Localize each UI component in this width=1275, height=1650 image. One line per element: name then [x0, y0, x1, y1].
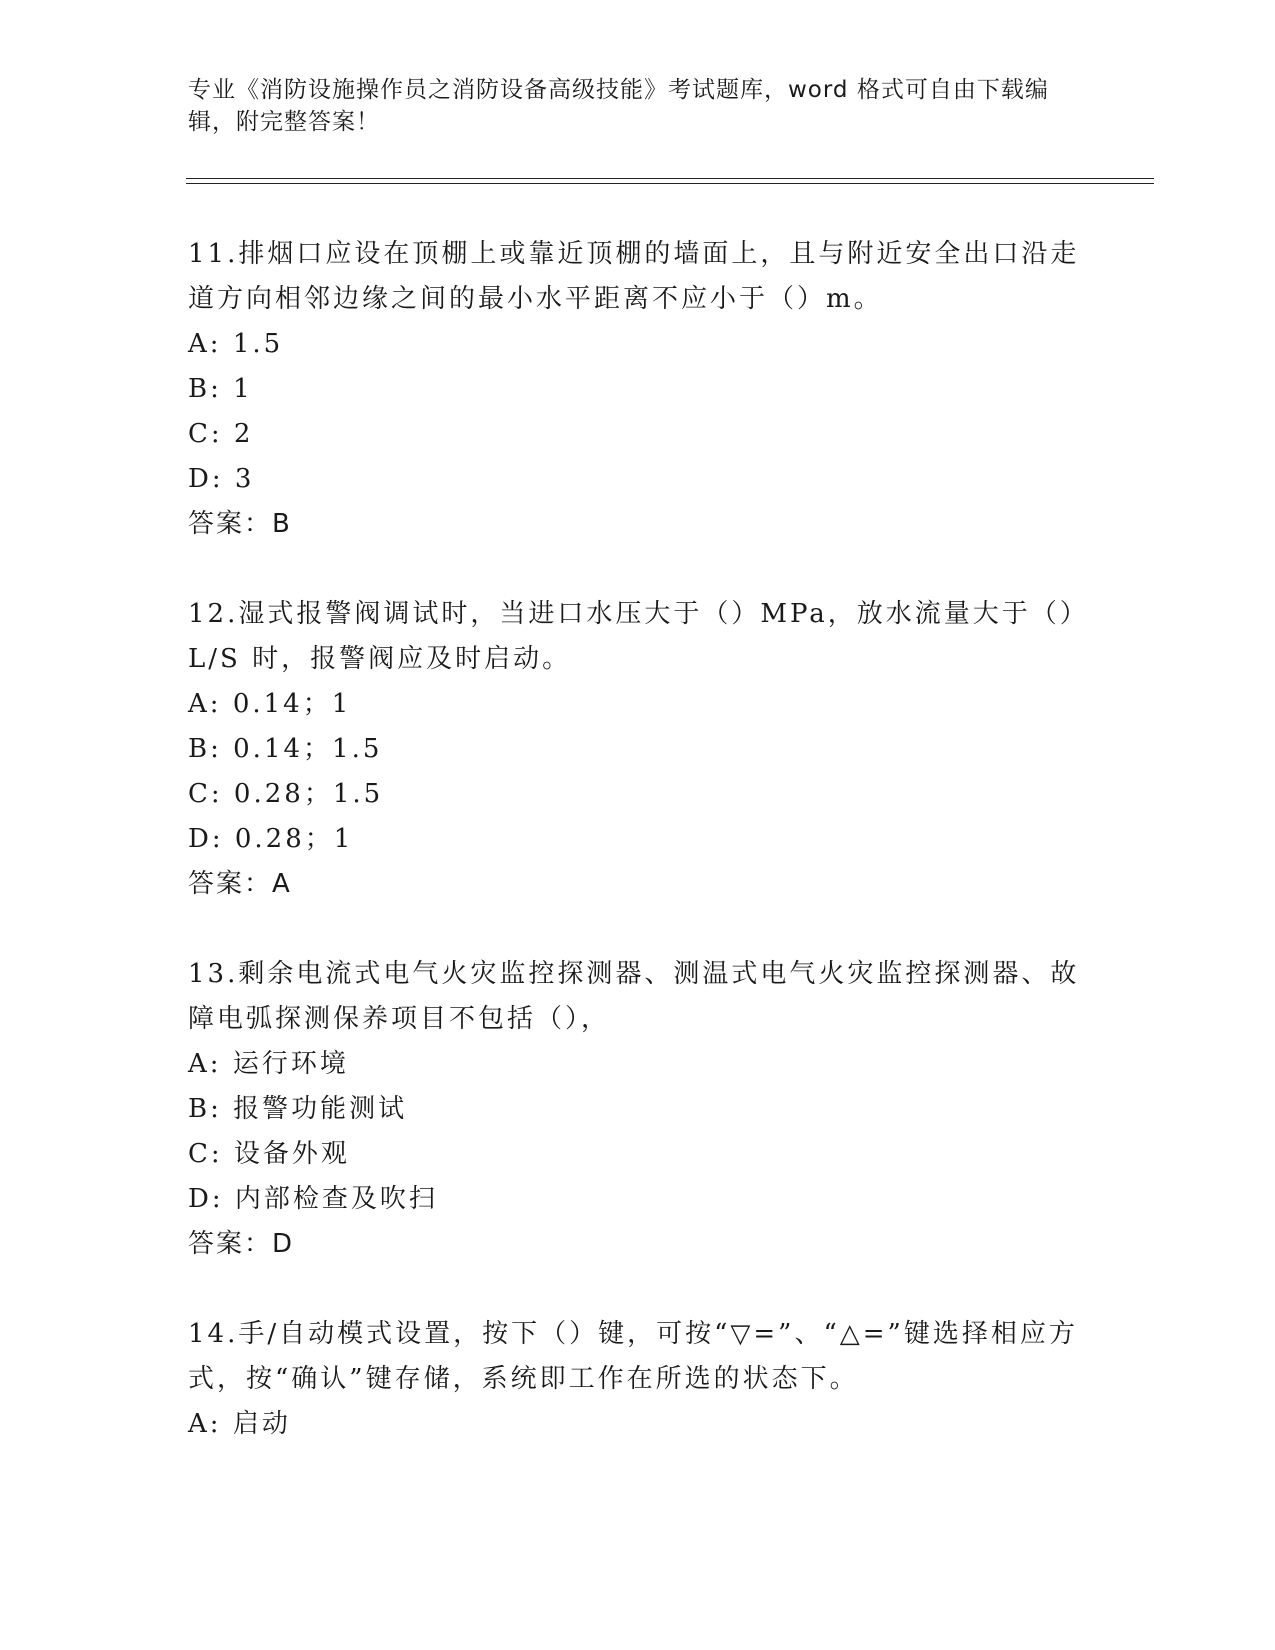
option-c: [188, 1132, 1088, 1177]
option-text: 设备外观: [233, 1139, 350, 1169]
option-d: [188, 817, 1088, 862]
option-key: D:: [188, 1184, 224, 1214]
option-key: A:: [188, 1409, 222, 1439]
question-13: [188, 952, 1088, 1267]
question-12: [188, 592, 1088, 907]
option-text: 0.28；1: [234, 824, 354, 854]
document-header: 专业《消防设施操作员之消防设备高级技能》考试题库，word 格式可自由下载编辑，附完整答案！: [188, 77, 1049, 135]
option-text: 0.14；1: [232, 689, 352, 719]
option-text: 1.5: [232, 329, 284, 359]
option-d: [188, 457, 1088, 502]
option-key: A:: [188, 689, 222, 719]
option-text: 内部检查及吹扫: [234, 1184, 438, 1214]
option-key: A:: [188, 1049, 222, 1079]
option-b: [188, 727, 1088, 772]
option-a: [188, 1042, 1088, 1087]
question-stem: 14.手/自动模式设置，按下（）键，可按“▽=”、“△=”键选择相应方式，按“确认”键存储，系统即工作在所选的状态下。: [188, 1319, 1078, 1394]
option-key: B:: [188, 734, 222, 764]
option-key: B:: [188, 374, 222, 404]
option-key: C:: [188, 1139, 223, 1169]
option-text: 3: [234, 464, 255, 494]
option-key: B:: [188, 1094, 222, 1124]
answer-line: 答案：B: [188, 509, 292, 539]
option-text: 运行环境: [232, 1049, 349, 1079]
option-c: [188, 772, 1088, 817]
question-14: [188, 1312, 1088, 1447]
option-text: 报警功能测试: [233, 1094, 408, 1124]
option-text: 启动: [232, 1409, 291, 1439]
option-text: 0.28；1.5: [233, 779, 384, 809]
question-stem: 11.排烟口应设在顶棚上或靠近顶棚的墙面上，且与附近安全出口沿走道方向相邻边缘之间的最小水平距离不应小于（）m。: [188, 239, 1080, 314]
option-text: 0.14；1.5: [233, 734, 383, 764]
answer-line: 答案：D: [188, 1229, 295, 1259]
option-key: A:: [188, 329, 222, 359]
option-key: D:: [188, 824, 224, 854]
option-a: [188, 322, 1088, 367]
option-key: C:: [188, 419, 223, 449]
header-divider-line: [186, 178, 1154, 179]
answer-line: 答案：A: [188, 869, 292, 899]
option-key: C:: [188, 779, 223, 809]
option-a: [188, 682, 1088, 727]
option-b: [188, 1087, 1088, 1132]
question-11: [188, 232, 1088, 547]
option-a: [188, 1402, 1088, 1447]
option-text: 1: [233, 374, 253, 404]
option-text: 2: [233, 419, 254, 449]
option-d: [188, 1177, 1088, 1222]
question-stem: 12.湿式报警阀调试时，当进口水压大于（）MPa，放水流量大于（）L/S 时，报警阀应及时启动。: [188, 599, 1076, 674]
option-c: [188, 412, 1088, 457]
option-b: [188, 367, 1088, 412]
option-key: D:: [188, 464, 224, 494]
header-divider-line-secondary: [186, 183, 1154, 184]
question-stem: 13.剩余电流式电气火灾监控探测器、测温式电气火灾监控探测器、故障电弧探测保养项目不包括（），: [188, 959, 1080, 1034]
